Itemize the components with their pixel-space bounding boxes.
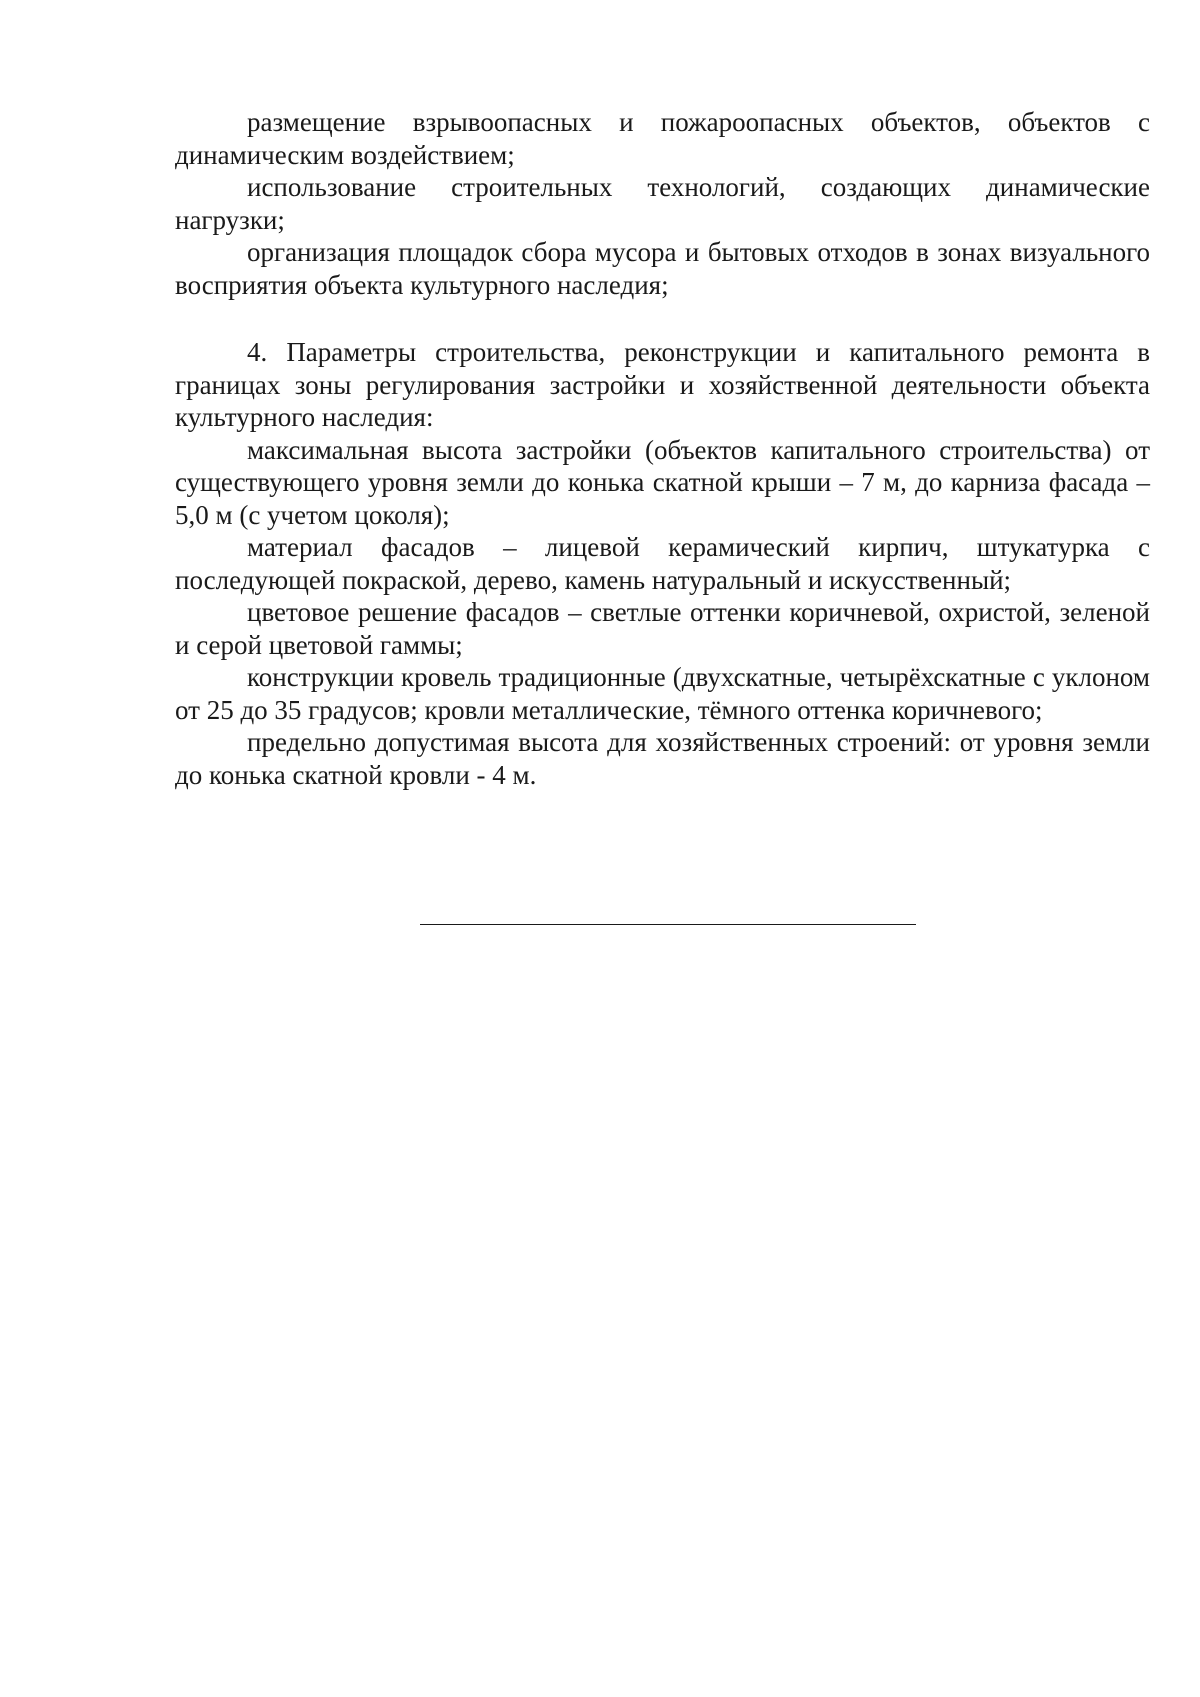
section-4-heading: 4. Параметры строительства, реконструкции и капитального ремонта в границах зоны регулирования застройки и хозяйственной деятельности объекта культурного наследия: <box>175 337 1150 432</box>
restriction-item: использование строительных технологий, создающих динамические нагрузки; <box>175 172 1150 235</box>
restriction-item: размещение взрывоопасных и пожароопасных объектов, объектов с динамическим воздействием; <box>175 107 1150 170</box>
end-of-text-separator <box>420 924 916 925</box>
restriction-item: организация площадок сбора мусора и бытовых отходов в зонах визуального восприятия объекта культурного наследия; <box>175 237 1150 300</box>
parameter-item: материал фасадов – лицевой керамический кирпич, штукатурка с последующей покраской, дерево, камень натуральный и искусственный; <box>175 532 1150 595</box>
parameter-item: конструкции кровель традиционные (двухскатные, четырёхскатные с уклоном от 25 до 35 градусов; кровли металлические, тёмного оттенка коричневого; <box>175 662 1150 725</box>
parameter-item: цветовое решение фасадов – светлые оттенки коричневой, охристой, зеленой и серой цветовой гаммы; <box>175 597 1150 660</box>
document-body <box>175 106 1150 791</box>
parameter-item: предельно допустимая высота для хозяйственных строений: от уровня земли до конька скатной кровли - 4 м. <box>175 727 1150 790</box>
paragraph-gap <box>175 301 1150 336</box>
parameter-item: максимальная высота застройки (объектов капитального строительства) от существующего уровня земли до конька скатной крыши – 7 м, до карниза фасада – 5,0 м (с учетом цоколя); <box>175 434 1150 530</box>
